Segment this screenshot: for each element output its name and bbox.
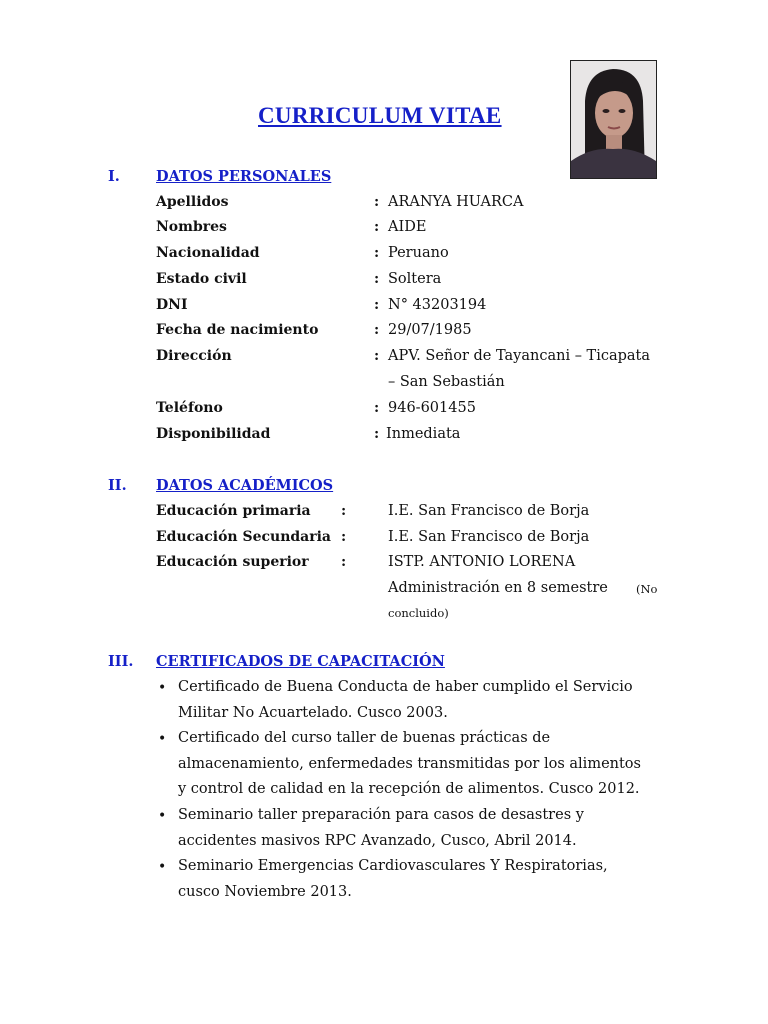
value-nombres: AIDE bbox=[388, 219, 427, 235]
certificate-line: Seminario Emergencias Cardiovasculares Y Respiratorias, bbox=[178, 858, 608, 874]
profile-photo bbox=[570, 60, 657, 179]
label-fecha-nacimiento: Fecha de nacimiento bbox=[156, 322, 319, 338]
profile-photo-image bbox=[571, 61, 656, 178]
value-telefono: 946-601455 bbox=[388, 400, 476, 416]
certificate-item bbox=[178, 803, 658, 854]
value-nacionalidad: Peruano bbox=[388, 245, 449, 261]
colon: : bbox=[374, 426, 380, 442]
bullet-icon: • bbox=[158, 680, 167, 696]
value-direccion-line1: APV. Señor de Tayancani – Ticapata bbox=[388, 348, 651, 364]
colon: : bbox=[374, 400, 380, 416]
colon: : bbox=[341, 503, 347, 519]
section-title: DATOS PERSONALES bbox=[156, 168, 332, 185]
section-title: DATOS ACADÉMICOS bbox=[156, 477, 334, 494]
value-educacion-secundaria: I.E. San Francisco de Borja bbox=[388, 529, 590, 545]
colon: : bbox=[374, 322, 380, 338]
value-educacion-primaria: I.E. San Francisco de Borja bbox=[388, 503, 590, 519]
certificate-line: y control de calidad en la recepción de alimentos. Cusco 2012. bbox=[178, 781, 640, 797]
section-number: I. bbox=[108, 168, 120, 185]
value-fecha-nacimiento: 29/07/1985 bbox=[388, 322, 472, 338]
label-educacion-superior: Educación superior bbox=[156, 554, 309, 570]
label-telefono: Teléfono bbox=[156, 400, 223, 416]
bullet-icon: • bbox=[158, 808, 167, 824]
section-title: CERTIFICADOS DE CAPACITACIÓN bbox=[156, 653, 445, 670]
value-disponibilidad: Inmediata bbox=[386, 426, 461, 442]
label-disponibilidad: Disponibilidad bbox=[156, 426, 271, 442]
value-dni: N° 43203194 bbox=[388, 297, 487, 313]
certificate-line: Seminario taller preparación para casos de desastres y bbox=[178, 807, 584, 823]
certificate-line: Certificado del curso taller de buenas prácticas de bbox=[178, 730, 551, 746]
value-direccion-line2: – San Sebastián bbox=[388, 374, 505, 390]
certificate-line: Militar No Acuartelado. Cusco 2003. bbox=[178, 704, 448, 721]
section-number: III. bbox=[108, 653, 134, 670]
label-dni: DNI bbox=[156, 297, 188, 313]
colon: : bbox=[374, 219, 380, 235]
certificate-line: accidentes masivos RPC Avanzado, Cusco, Abril 2014. bbox=[178, 832, 577, 849]
value-educacion-superior-note-open: (No bbox=[636, 582, 658, 596]
label-educacion-secundaria: Educación Secundaria bbox=[156, 529, 331, 545]
certificate-item bbox=[178, 854, 658, 905]
colon: : bbox=[374, 194, 380, 210]
label-educacion-primaria: Educación primaria bbox=[156, 503, 311, 519]
colon: : bbox=[341, 529, 347, 545]
label-nombres: Nombres bbox=[156, 219, 227, 235]
value-estado-civil: Soltera bbox=[388, 271, 442, 287]
value-educacion-superior-line1: ISTP. ANTONIO LORENA bbox=[388, 554, 576, 570]
colon: : bbox=[341, 554, 347, 570]
value-apellidos: ARANYA HUARCA bbox=[388, 194, 524, 210]
value-educacion-superior-note-close: concluido) bbox=[388, 606, 449, 620]
value-educacion-superior-line2: Administración en 8 semestre bbox=[388, 580, 608, 596]
colon: : bbox=[374, 245, 380, 261]
label-estado-civil: Estado civil bbox=[156, 271, 247, 287]
certificate-item bbox=[178, 726, 658, 803]
certificate-line: almacenamiento, enfermedades transmitidas por los alimentos bbox=[178, 755, 641, 772]
label-direccion: Dirección bbox=[156, 348, 232, 364]
colon: : bbox=[374, 348, 380, 364]
bullet-icon: • bbox=[158, 731, 167, 747]
certificate-line: cusco Noviembre 2013. bbox=[178, 883, 352, 900]
bullet-icon: • bbox=[158, 859, 167, 875]
document-title: CURRICULUM VITAE bbox=[258, 103, 502, 128]
section-number: II. bbox=[108, 477, 127, 494]
certificate-line: Certificado de Buena Conducta de haber cumplido el Servicio bbox=[178, 679, 633, 695]
certificate-item bbox=[178, 675, 658, 726]
colon: : bbox=[374, 271, 380, 287]
label-nacionalidad: Nacionalidad bbox=[156, 245, 260, 261]
label-apellidos: Apellidos bbox=[156, 194, 229, 210]
colon: : bbox=[374, 297, 380, 313]
